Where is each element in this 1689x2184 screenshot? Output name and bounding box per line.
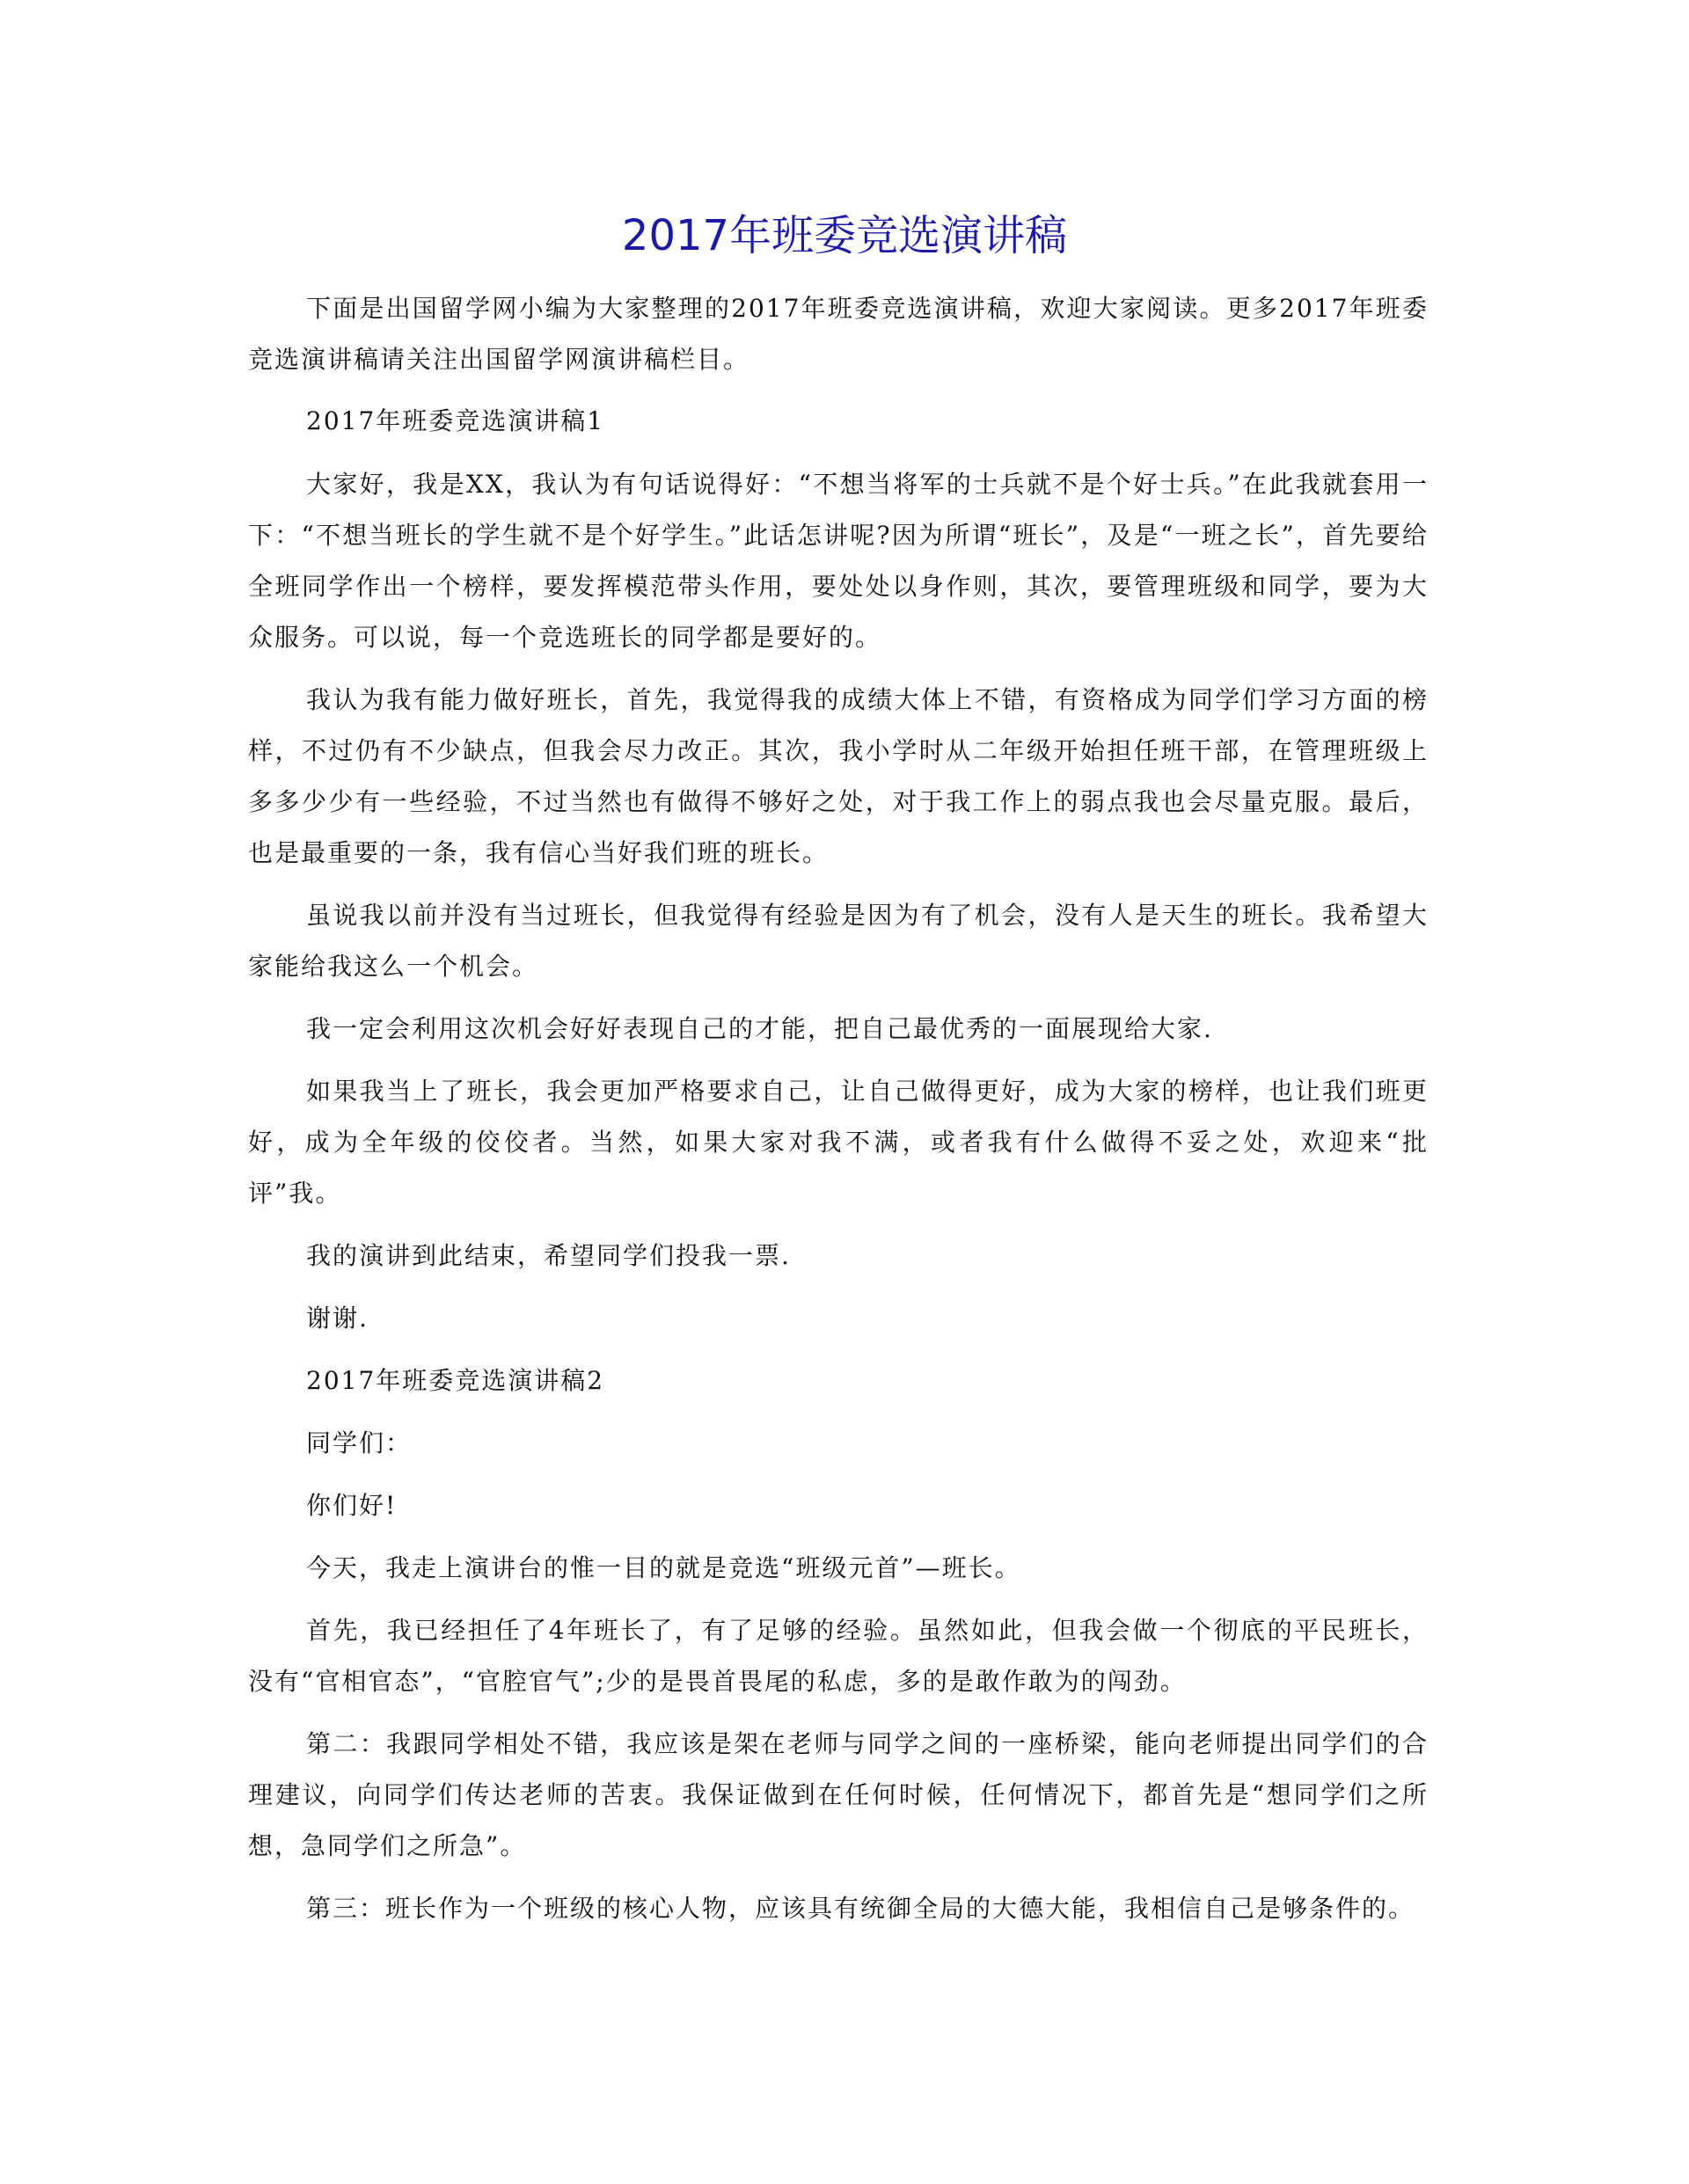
salutation: 同学们： bbox=[306, 1428, 413, 1457]
section-heading-1: 2017年班委竞选演讲稿1 bbox=[306, 406, 605, 435]
section-heading-2: 2017年班委竞选演讲稿2 bbox=[306, 1366, 605, 1395]
paragraph: 首先，我已经担任了4年班长了，有了足够的经验。虽然如此，但我会做一个彻底的平民班长，没有“官相官态”，“官腔官气”;少的是畏首畏尾的私虑，多的是敢作敢为的闯劲。 bbox=[248, 1616, 1429, 1696]
document-title: 2017年班委竞选演讲稿 bbox=[621, 211, 1068, 260]
paragraph: 虽说我以前并没有当过班长，但我觉得有经验是因为有了机会，没有人是天生的班长。我希望大家能给我这么一个机会。 bbox=[248, 901, 1429, 981]
document-body bbox=[248, 283, 1429, 1934]
paragraph: 第三：班长作为一个班级的核心人物，应该具有统御全局的大德大能，我相信自己是够条件的。 bbox=[306, 1894, 1415, 1923]
greeting: 你们好! bbox=[306, 1491, 398, 1520]
paragraph: 如果我当上了班长，我会更加严格要求自己，让自己做得更好，成为大家的榜样，也让我们班更好，成为全年级的佼佼者。当然，如果大家对我不满，或者我有什么做得不妥之处，欢迎来“批评”我。 bbox=[248, 1077, 1429, 1208]
paragraph: 今天，我走上演讲台的惟一目的就是竞选“班级元首”—班长。 bbox=[306, 1553, 1021, 1582]
paragraph: 谢谢. bbox=[306, 1304, 369, 1333]
paragraph: 我一定会利用这次机会好好表现自己的才能，把自己最优秀的一面展现给大家. bbox=[306, 1014, 1213, 1043]
paragraph: 大家好，我是XX，我认为有句话说得好：“不想当将军的士兵就不是个好士兵。”在此我就套用一下：“不想当班长的学生就不是个好学生。”此话怎讲呢?因为所谓“班长”，及是“一班之长”，首先要给全班同学作出一个榜样，要发挥模范带头作用，要处处以身作则，其次，要管理班级和同学，要为大众服务。可以说，每一个竞选班长的同学都是要好的。 bbox=[248, 470, 1429, 652]
paragraph: 我认为我有能力做好班长，首先，我觉得我的成绩大体上不错，有资格成为同学们学习方面的榜样，不过仍有不少缺点，但我会尽力改正。其次，我小学时从二年级开始担任班干部，在管理班级上多多少少有一些经验，不过当然也有做得不够好之处，对于我工作上的弱点我也会尽量克服。最后，也是最重要的一条，我有信心当好我们班的班长。 bbox=[248, 685, 1429, 867]
paragraph: 第二：我跟同学相处不错，我应该是架在老师与同学之间的一座桥梁，能向老师提出同学们的合理建议，向同学们传达老师的苦衷。我保证做到在任何时候，任何情况下，都首先是“想同学们之所想，急同学们之所急”。 bbox=[248, 1729, 1429, 1860]
paragraph: 我的演讲到此结束，希望同学们投我一票. bbox=[306, 1241, 791, 1270]
paragraph-intro: 下面是出国留学网小编为大家整理的2017年班委竞选演讲稿，欢迎大家阅读。更多2017年班委竞选演讲稿请关注出国留学网演讲稿栏目。 bbox=[248, 294, 1429, 374]
